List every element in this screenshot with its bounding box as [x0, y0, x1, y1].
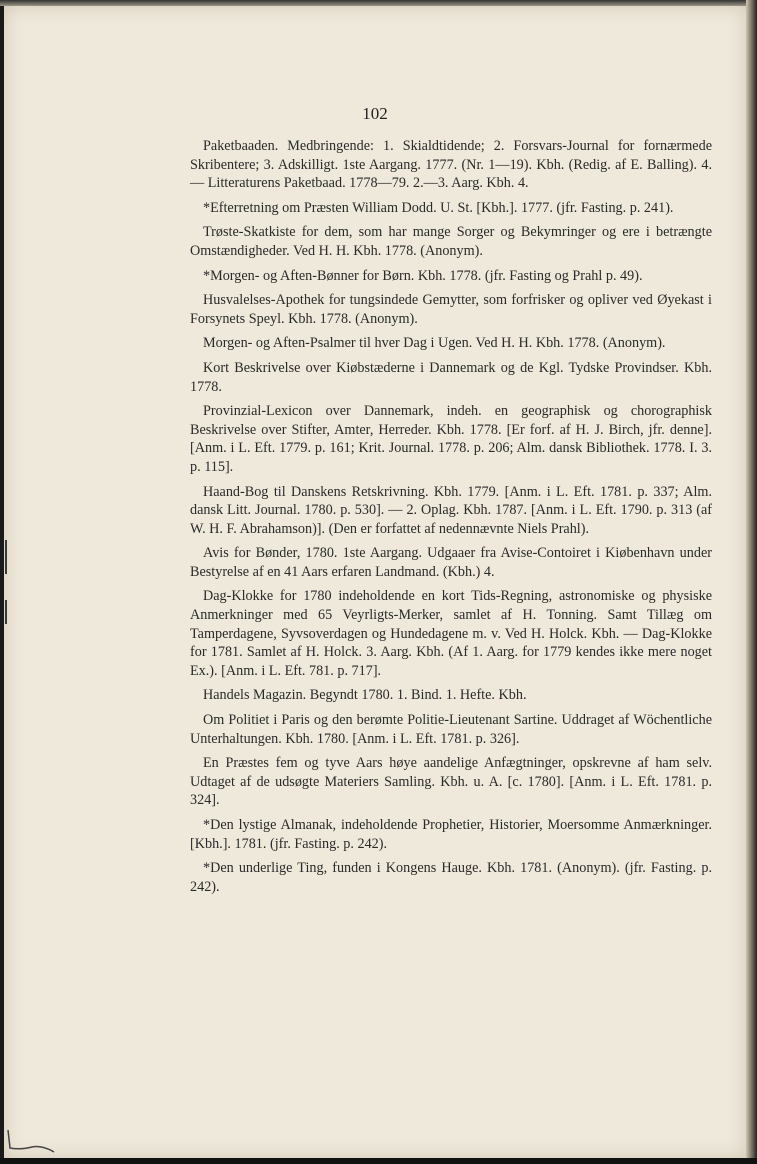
entry: Paketbaaden. Medbringende: 1. Skialdtidende; 2. Forsvars-Journal for fornærmede Skribentere; 3. Adskilligt. 1ste Aargang. 1777. (Nr. 1—19). Kbh. (Redig. af E. Balling). 4. — Litteraturens Paketbaad. 1778—79. 2.—3. Aarg. Kbh. 4. [190, 138, 712, 192]
page-edge [746, 0, 757, 1164]
margin-mark [5, 600, 7, 624]
entry: Morgen- og Aften-Psalmer til hver Dag i Ugen. Ved H. H. Kbh. 1778. (Anonym). [203, 335, 666, 352]
entry: Avis for Bønder, 1780. 1ste Aargang. Udgaaer fra Avise-Contoiret i Kiøbenhavn under Bestyrelse af en 41 Aars erfaren Landmand. (Kbh.) 4. [190, 545, 712, 580]
entry: Haand-Bog til Danskens Retskrivning. Kbh. 1779. [Anm. i L. Eft. 1781. p. 337; Alm. dansk Litt. Journal. 1780. p. 530]. — 2. Oplag. Kbh. 1787. [Anm. i L. Eft. 1790. p. 313 (af W. H. F. Abrahamson)]. (Den er forfattet af nedennævnte Niels Prahl). [190, 483, 712, 537]
entry: Om Politiet i Paris og den berømte Politie-Lieutenant Sartine. Uddraget af Wöchentliche Unterhaltungen. Kbh. 1780. [Anm. i L. Eft. 1781. p. 326]. [190, 712, 712, 747]
document-page [4, 6, 746, 1158]
page-number: 102 [362, 104, 388, 123]
entry: Trøste-Skatkiste for dem, som har mange Sorger og Bekymringer og ere i betrængte Omstændigheder. Ved H. H. Kbh. 1778. (Anonym). [190, 224, 712, 259]
entry: En Præstes fem og tyve Aars høye aandelige Anfægtninger, opskrevne af ham selv. Udtaget af de udsøgte Materiers Samling. Kbh. u. A. [c. 1780]. [Anm. i L. Eft. 1781. p. 324]. [190, 755, 712, 809]
entry: *Morgen- og Aften-Bønner for Børn. Kbh. 1778. (jfr. Fasting og Prahl p. 49). [203, 267, 643, 284]
entry: *Efterretning om Præsten William Dodd. U. St. [Kbh.]. 1777. (jfr. Fasting. p. 241). [203, 199, 674, 216]
entry: Kort Beskrivelse over Kiøbstæderne i Dannemark og de Kgl. Tydske Provindser. Kbh. 1778. [190, 359, 712, 395]
entry: Dag-Klokke for 1780 indeholdende en kort Tids-Regning, astronomiske og physiske Anmerkninger med 65 Veyrligts-Merker, samlet af H. Tonning. Samt Tillæg om Tamperdagene, Syvsoverdagen og Hundedagene m. v. Ved H. Holck. Kbh. — Dag-Klokke for 1781. Samlet af H. Holck. 3. Aarg. Kbh. (Af 1. Aarg. for 1779 kendes ikke mere noget Ex.). [Anm. i L. Eft. 781. p. 717]. [190, 588, 712, 679]
entry: Husvalelses-Apothek for tungsindede Gemytter, som forfrisker og opliver ved Øyekast i Forsynets Speyl. Kbh. 1778. (Anonym). [190, 292, 712, 327]
entry: *Den lystige Almanak, indeholdende Prophetier, Historier, Moersomme Anmærkninger. [Kbh.]. 1781. (jfr. Fasting. p. 242). [190, 817, 712, 852]
entry: Provinzial-Lexicon over Dannemark, indeh. en geographisk og chorographisk Beskrivelse over Stifter, Amter, Herreder. Kbh. 1778. [Er forf. af H. J. Birch, jfr. denne]. [Anm. i L. Eft. 1779. p. 161; Krit. Journal. 1778. p. 206; Alm. dansk Bibliothek. 1778. I. 3. p. 115]. [190, 403, 712, 475]
bottom-edge [0, 1158, 757, 1164]
entry: Handels Magazin. Begyndt 1780. 1. Bind. 1. Hefte. Kbh. [203, 687, 527, 704]
entry: *Den underlige Ting, funden i Kongens Hauge. Kbh. 1781. (Anonym). (jfr. Fasting. p. 242). [190, 860, 712, 895]
bibliography-text [190, 137, 712, 902]
pencil-scribble [6, 1120, 58, 1154]
margin-mark [5, 540, 7, 574]
